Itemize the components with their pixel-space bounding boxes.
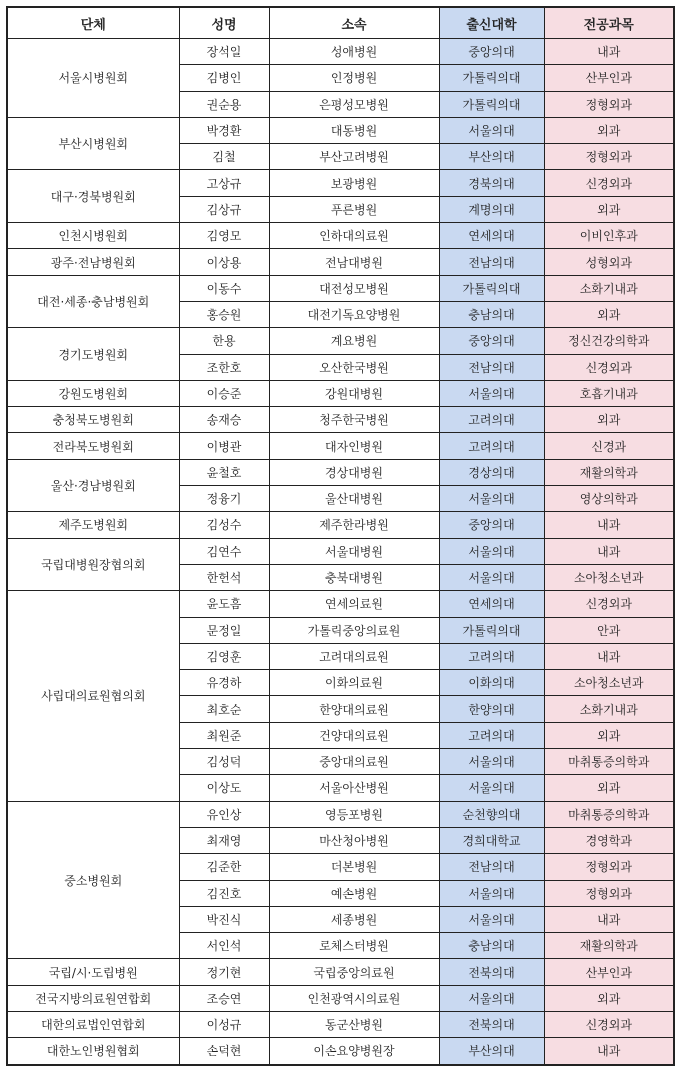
name-cell: 김철 — [179, 144, 269, 170]
affiliation-cell: 제주한라병원 — [269, 512, 439, 538]
name-cell: 이승준 — [179, 380, 269, 406]
affiliation-cell: 부산고려병원 — [269, 144, 439, 170]
school-cell: 가톨릭의대 — [439, 65, 544, 91]
school-cell: 중앙의대 — [439, 39, 544, 65]
name-cell: 고상규 — [179, 170, 269, 196]
name-cell: 조승연 — [179, 985, 269, 1011]
affiliation-cell: 경상대병원 — [269, 459, 439, 485]
name-cell: 송재승 — [179, 407, 269, 433]
table-row — [7, 459, 674, 485]
affiliation-cell: 더본병원 — [269, 854, 439, 880]
school-cell: 충남의대 — [439, 301, 544, 327]
table-row — [7, 538, 674, 564]
name-cell: 박경환 — [179, 117, 269, 143]
affiliation-cell: 성애병원 — [269, 39, 439, 65]
table-row — [7, 512, 674, 538]
name-cell: 이상도 — [179, 775, 269, 801]
header-name: 성명 — [179, 7, 269, 39]
major-cell: 신경외과 — [544, 1011, 674, 1037]
school-cell: 서울의대 — [439, 775, 544, 801]
school-cell: 서울의대 — [439, 985, 544, 1011]
name-cell: 권순용 — [179, 91, 269, 117]
roster-table-container — [6, 6, 675, 1066]
affiliation-cell: 대전기독요양병원 — [269, 301, 439, 327]
name-cell: 장석일 — [179, 39, 269, 65]
name-cell: 이성규 — [179, 1011, 269, 1037]
affiliation-cell: 중앙대의료원 — [269, 749, 439, 775]
affiliation-cell: 마산청아병원 — [269, 827, 439, 853]
major-cell: 소아청소년과 — [544, 564, 674, 590]
name-cell: 김병인 — [179, 65, 269, 91]
affiliation-cell: 인정병원 — [269, 65, 439, 91]
name-cell: 한용 — [179, 328, 269, 354]
affiliation-cell: 인천광역시의료원 — [269, 985, 439, 1011]
org-cell: 전라북도병원회 — [7, 433, 179, 459]
major-cell: 내과 — [544, 643, 674, 669]
affiliation-cell: 국립중앙의료원 — [269, 959, 439, 985]
affiliation-cell: 오산한국병원 — [269, 354, 439, 380]
affiliation-cell: 가톨릭중앙의료원 — [269, 617, 439, 643]
affiliation-cell: 대동병원 — [269, 117, 439, 143]
school-cell: 고려의대 — [439, 643, 544, 669]
school-cell: 고려의대 — [439, 722, 544, 748]
major-cell: 마취통증의학과 — [544, 801, 674, 827]
header-major: 전공과목 — [544, 7, 674, 39]
name-cell: 한헌석 — [179, 564, 269, 590]
major-cell: 신경외과 — [544, 591, 674, 617]
major-cell: 내과 — [544, 906, 674, 932]
major-cell: 소화기내과 — [544, 696, 674, 722]
school-cell: 한양의대 — [439, 696, 544, 722]
org-cell: 중소병원회 — [7, 801, 179, 959]
table-row — [7, 591, 674, 617]
affiliation-cell: 영등포병원 — [269, 801, 439, 827]
major-cell: 경영학과 — [544, 827, 674, 853]
org-cell: 사립대의료원협의회 — [7, 591, 179, 801]
name-cell: 윤도흠 — [179, 591, 269, 617]
org-cell: 대전·세종·충남병원회 — [7, 275, 179, 328]
table-header — [7, 7, 674, 39]
school-cell: 경북의대 — [439, 170, 544, 196]
name-cell: 김성덕 — [179, 749, 269, 775]
org-cell: 강원도병원회 — [7, 380, 179, 406]
major-cell: 외과 — [544, 196, 674, 222]
school-cell: 경상의대 — [439, 459, 544, 485]
school-cell: 전남의대 — [439, 854, 544, 880]
school-cell: 부산의대 — [439, 144, 544, 170]
table-row — [7, 328, 674, 354]
major-cell: 외과 — [544, 117, 674, 143]
org-cell: 부산시병원회 — [7, 117, 179, 170]
name-cell: 이병관 — [179, 433, 269, 459]
major-cell: 재활의학과 — [544, 933, 674, 959]
school-cell: 연세의대 — [439, 223, 544, 249]
school-cell: 경희대학교 — [439, 827, 544, 853]
name-cell: 김상규 — [179, 196, 269, 222]
name-cell: 유경하 — [179, 670, 269, 696]
major-cell: 이비인후과 — [544, 223, 674, 249]
affiliation-cell: 서울아산병원 — [269, 775, 439, 801]
name-cell: 유인상 — [179, 801, 269, 827]
table-row — [7, 170, 674, 196]
table-row — [7, 433, 674, 459]
org-cell: 광주·전남병원회 — [7, 249, 179, 275]
name-cell: 최원준 — [179, 722, 269, 748]
school-cell: 연세의대 — [439, 591, 544, 617]
table-row — [7, 39, 674, 65]
major-cell: 정형외과 — [544, 854, 674, 880]
name-cell: 이상용 — [179, 249, 269, 275]
major-cell: 정형외과 — [544, 144, 674, 170]
name-cell: 손덕현 — [179, 1038, 269, 1065]
name-cell: 정기현 — [179, 959, 269, 985]
school-cell: 서울의대 — [439, 564, 544, 590]
name-cell: 정융기 — [179, 486, 269, 512]
name-cell: 김연수 — [179, 538, 269, 564]
header-row — [7, 7, 674, 39]
table-row — [7, 985, 674, 1011]
major-cell: 재활의학과 — [544, 459, 674, 485]
school-cell: 서울의대 — [439, 749, 544, 775]
affiliation-cell: 푸른병원 — [269, 196, 439, 222]
affiliation-cell: 예손병원 — [269, 880, 439, 906]
table-row — [7, 407, 674, 433]
affiliation-cell: 고려대의료원 — [269, 643, 439, 669]
name-cell: 홍승원 — [179, 301, 269, 327]
school-cell: 중앙의대 — [439, 512, 544, 538]
major-cell: 신경외과 — [544, 170, 674, 196]
affiliation-cell: 이손요양병원장 — [269, 1038, 439, 1065]
name-cell: 박진식 — [179, 906, 269, 932]
major-cell: 안과 — [544, 617, 674, 643]
affiliation-cell: 계요병원 — [269, 328, 439, 354]
school-cell: 서울의대 — [439, 486, 544, 512]
major-cell: 소화기내과 — [544, 275, 674, 301]
affiliation-cell: 동군산병원 — [269, 1011, 439, 1037]
major-cell: 신경외과 — [544, 354, 674, 380]
affiliation-cell: 울산대병원 — [269, 486, 439, 512]
table-row — [7, 801, 674, 827]
affiliation-cell: 이화의료원 — [269, 670, 439, 696]
table-row — [7, 223, 674, 249]
school-cell: 가톨릭의대 — [439, 91, 544, 117]
name-cell: 최재영 — [179, 827, 269, 853]
table-row — [7, 117, 674, 143]
school-cell: 계명의대 — [439, 196, 544, 222]
major-cell: 외과 — [544, 775, 674, 801]
affiliation-cell: 전남대병원 — [269, 249, 439, 275]
affiliation-cell: 대자인병원 — [269, 433, 439, 459]
major-cell: 내과 — [544, 512, 674, 538]
affiliation-cell: 보광병원 — [269, 170, 439, 196]
major-cell: 마취통증의학과 — [544, 749, 674, 775]
school-cell: 전남의대 — [439, 354, 544, 380]
major-cell: 산부인과 — [544, 65, 674, 91]
table-row — [7, 959, 674, 985]
name-cell: 조한호 — [179, 354, 269, 380]
major-cell: 정형외과 — [544, 91, 674, 117]
school-cell: 서울의대 — [439, 538, 544, 564]
school-cell: 서울의대 — [439, 880, 544, 906]
school-cell: 가톨릭의대 — [439, 617, 544, 643]
affiliation-cell: 연세의료원 — [269, 591, 439, 617]
name-cell: 서인석 — [179, 933, 269, 959]
major-cell: 영상의학과 — [544, 486, 674, 512]
name-cell: 문정일 — [179, 617, 269, 643]
school-cell: 전북의대 — [439, 1011, 544, 1037]
table-row — [7, 380, 674, 406]
major-cell: 내과 — [544, 1038, 674, 1065]
school-cell: 중앙의대 — [439, 328, 544, 354]
major-cell: 성형외과 — [544, 249, 674, 275]
school-cell: 서울의대 — [439, 117, 544, 143]
org-cell: 서울시병원회 — [7, 39, 179, 118]
table-row — [7, 275, 674, 301]
affiliation-cell: 한양대의료원 — [269, 696, 439, 722]
table-row — [7, 1011, 674, 1037]
major-cell: 외과 — [544, 407, 674, 433]
major-cell: 정신건강의학과 — [544, 328, 674, 354]
affiliation-cell: 은평성모병원 — [269, 91, 439, 117]
affiliation-cell: 로체스터병원 — [269, 933, 439, 959]
name-cell: 윤철호 — [179, 459, 269, 485]
school-cell: 고려의대 — [439, 407, 544, 433]
major-cell: 내과 — [544, 39, 674, 65]
org-cell: 국립대병원장협의회 — [7, 538, 179, 591]
major-cell: 외과 — [544, 722, 674, 748]
affiliation-cell: 강원대병원 — [269, 380, 439, 406]
affiliation-cell: 건양대의료원 — [269, 722, 439, 748]
org-cell: 충청북도병원회 — [7, 407, 179, 433]
org-cell: 대한의료법인연합회 — [7, 1011, 179, 1037]
org-cell: 전국지방의료원연합회 — [7, 985, 179, 1011]
major-cell: 정형외과 — [544, 880, 674, 906]
affiliation-cell: 서울대병원 — [269, 538, 439, 564]
header-affiliation: 소속 — [269, 7, 439, 39]
affiliation-cell: 세종병원 — [269, 906, 439, 932]
affiliation-cell: 인하대의료원 — [269, 223, 439, 249]
org-cell: 국립/시·도립병원 — [7, 959, 179, 985]
name-cell: 김영모 — [179, 223, 269, 249]
major-cell: 내과 — [544, 538, 674, 564]
name-cell: 김진호 — [179, 880, 269, 906]
major-cell: 외과 — [544, 985, 674, 1011]
name-cell: 최호순 — [179, 696, 269, 722]
name-cell: 김준한 — [179, 854, 269, 880]
org-cell: 제주도병원회 — [7, 512, 179, 538]
school-cell: 순천향의대 — [439, 801, 544, 827]
school-cell: 전북의대 — [439, 959, 544, 985]
table-body — [7, 39, 674, 1065]
school-cell: 이화의대 — [439, 670, 544, 696]
school-cell: 서울의대 — [439, 906, 544, 932]
name-cell: 이동수 — [179, 275, 269, 301]
affiliation-cell: 청주한국병원 — [269, 407, 439, 433]
major-cell: 외과 — [544, 301, 674, 327]
school-cell: 전남의대 — [439, 249, 544, 275]
school-cell: 충남의대 — [439, 933, 544, 959]
affiliation-cell: 충북대병원 — [269, 564, 439, 590]
affiliation-cell: 대전성모병원 — [269, 275, 439, 301]
school-cell: 고려의대 — [439, 433, 544, 459]
roster-table — [6, 6, 675, 1066]
table-row — [7, 249, 674, 275]
org-cell: 인천시병원회 — [7, 223, 179, 249]
school-cell: 부산의대 — [439, 1038, 544, 1065]
org-cell: 대한노인병원협회 — [7, 1038, 179, 1065]
org-cell: 대구·경북병원회 — [7, 170, 179, 223]
school-cell: 서울의대 — [439, 380, 544, 406]
major-cell: 호흡기내과 — [544, 380, 674, 406]
major-cell: 신경과 — [544, 433, 674, 459]
name-cell: 김성수 — [179, 512, 269, 538]
name-cell: 김영훈 — [179, 643, 269, 669]
header-school: 출신대학 — [439, 7, 544, 39]
org-cell: 울산·경남병원회 — [7, 459, 179, 512]
school-cell: 가톨릭의대 — [439, 275, 544, 301]
major-cell: 산부인과 — [544, 959, 674, 985]
header-org: 단체 — [7, 7, 179, 39]
table-row — [7, 1038, 674, 1065]
org-cell: 경기도병원회 — [7, 328, 179, 381]
major-cell: 소아청소년과 — [544, 670, 674, 696]
